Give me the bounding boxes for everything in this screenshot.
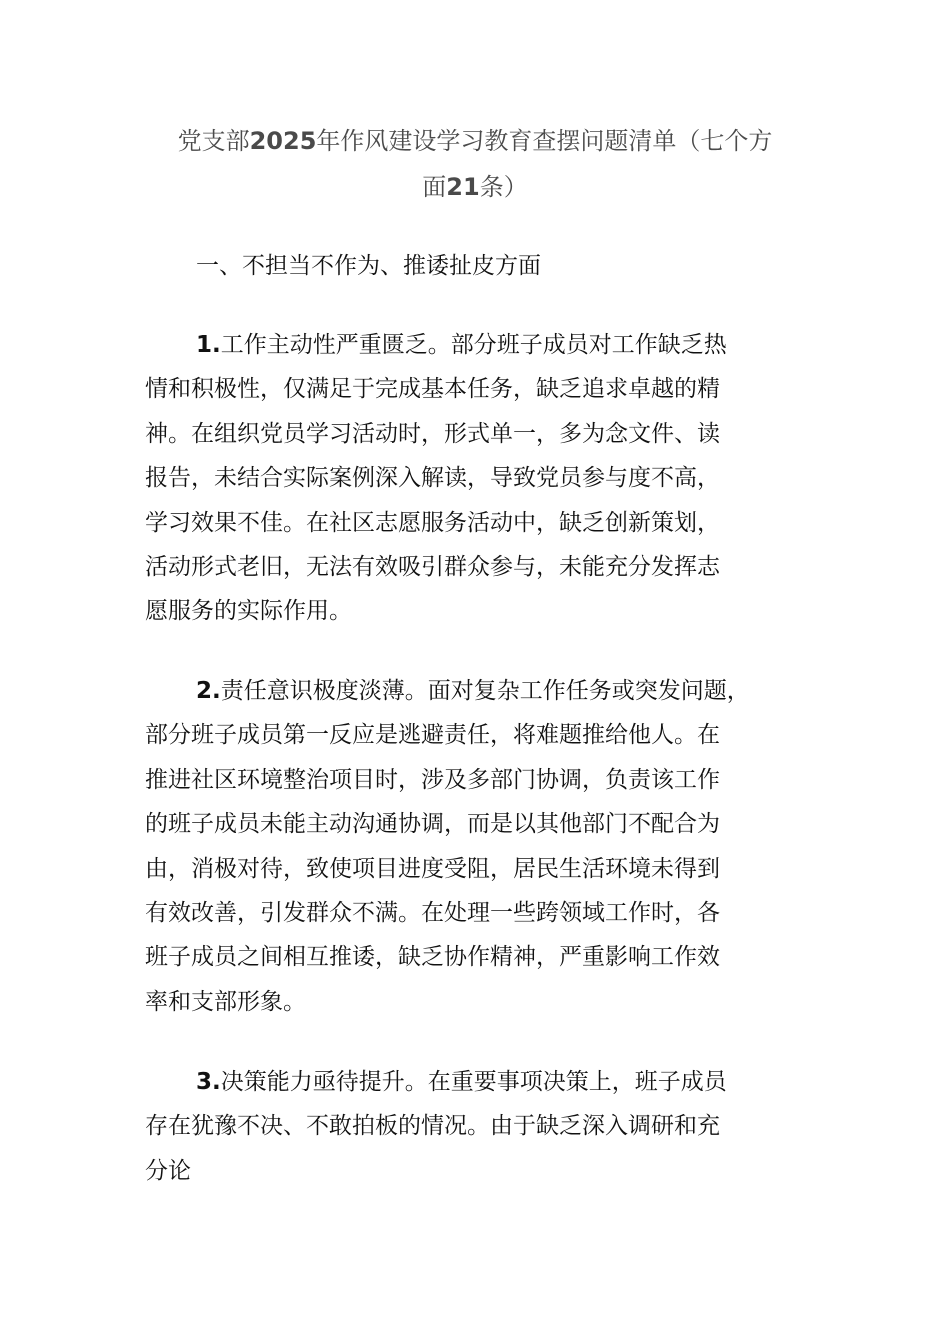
paragraph-line: 学习效果不佳。在社区志愿服务活动中，缺乏创新策划，	[145, 509, 720, 536]
title-count: 21	[446, 173, 480, 201]
paragraph-line	[145, 669, 805, 713]
paragraph-line	[145, 1060, 805, 1104]
paragraph-line: 情和积极性，仅满足于完成基本任务，缺乏追求卓越的精	[145, 376, 720, 403]
title-year: 2025	[249, 127, 317, 155]
item-number: 2.	[196, 678, 221, 704]
item-number: 3.	[196, 1069, 221, 1095]
paragraph-line: 推进社区环境整治项目时，涉及多部门协调，负责该工作	[145, 766, 720, 793]
document-title	[140, 118, 810, 210]
paragraph-1	[145, 323, 805, 634]
title-line-1	[140, 118, 810, 164]
paragraph-line: 率和支部形象。	[145, 988, 306, 1015]
paragraph-line: 活动形式老旧，无法有效吸引群众参与，未能充分发挥志	[145, 553, 720, 580]
line-text: 工作主动性严重匮乏。部分班子成员对工作缺乏热	[220, 332, 727, 358]
paragraph-line: 班子成员之间相互推诿，缺乏协作精神，严重影响工作效	[145, 944, 720, 971]
paragraph-line: 存在犹豫不决、不敢拍板的情况。由于缺乏深入调研和充	[145, 1113, 720, 1140]
line-text: 决策能力亟待提升。在重要事项决策上，班子成员	[220, 1069, 727, 1095]
title-prefix: 党支部	[177, 127, 250, 155]
section-heading: 一、不担当不作为、推诿扯皮方面	[196, 253, 541, 279]
paragraph-3	[145, 1060, 805, 1193]
item-number: 1.	[196, 332, 221, 358]
paragraph-line: 分论	[145, 1157, 191, 1184]
paragraph-line	[145, 323, 805, 367]
line-text: 责任意识极度淡薄。面对复杂工作任务或突发问题，	[220, 678, 750, 704]
paragraph-line: 的班子成员未能主动沟通协调，而是以其他部门不配合为	[145, 811, 720, 838]
paragraph-line: 部分班子成员第一反应是逃避责任，将难题推给他人。在	[145, 722, 720, 749]
title-line2-prefix: 面	[422, 173, 447, 201]
paragraph-line: 有效改善，引发群众不满。在处理一些跨领域工作时，各	[145, 899, 720, 926]
paragraph-line: 神。在组织党员学习活动时，形式单一，多为念文件、读	[145, 420, 720, 447]
title-line-2	[140, 164, 810, 210]
title-middle: 年作风建设学习教育查摆问题清单（七个方	[316, 127, 773, 155]
paragraph-line: 愿服务的实际作用。	[145, 598, 352, 625]
paragraph-line: 由，消极对待，致使项目进度受阻，居民生活环境未得到	[145, 855, 720, 882]
paragraph-2	[145, 669, 805, 1024]
paragraph-line: 报告，未结合实际案例深入解读，导致党员参与度不高，	[145, 465, 720, 492]
title-suffix: 条）	[479, 173, 528, 201]
